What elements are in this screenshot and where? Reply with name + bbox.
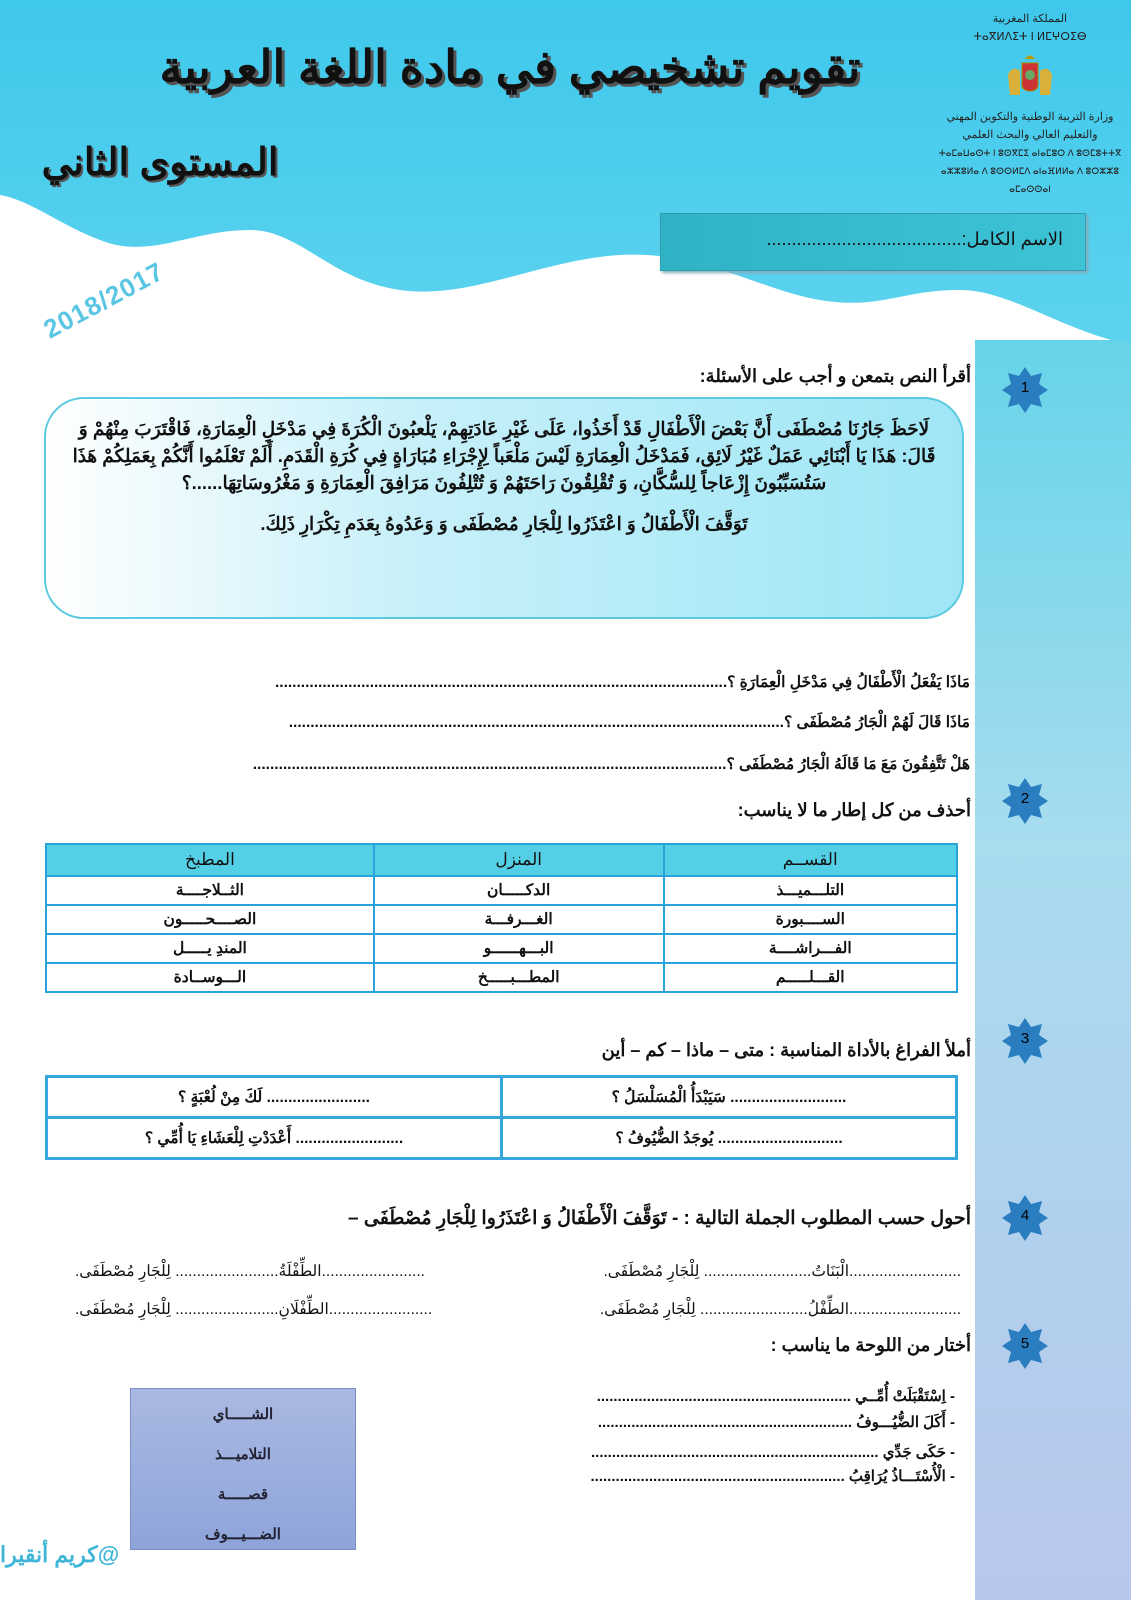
kingdom-tifinagh: ⵜⴰⴳⵍⴷⵉⵜ ⵏ ⵍⵎⵖⵔⵉⴱ (973, 31, 1087, 43)
choose-item[interactable]: - الْأُسْتَـــاذُ يُرَاقِبُ ............................................................. (590, 1468, 955, 1485)
passage-paragraph: تَوَقَّفَ الْأَطْفَالُ وَ اعْتَذَرُوا لِلْجَارِ مُصْطَفَى وَ وَعَدُوهُ بِعَدَمِ تِكْرَارِ ذَلِكَ. (260, 513, 748, 534)
table-row (46, 876, 957, 905)
table-cell[interactable]: الصــــحـــــون (46, 905, 374, 934)
transform-item[interactable]: ........................الطِّفْلَانِ........................ لِلْجَارِ مُصْطَفَى. (75, 1301, 433, 1318)
section-number-badge (1002, 367, 1048, 413)
coat-of-arms-icon (1000, 55, 1060, 105)
table-cell[interactable]: القـــلـــــم (664, 963, 958, 992)
table-cell[interactable]: المندِ يـــــل (46, 934, 374, 963)
section5-instruction: أختار من اللوحة ما يناسب : (770, 1335, 971, 1355)
question-1[interactable]: مَاذَا يَفْعَلُ الْأَطْفَالُ فِي مَدْخَلِ الْعِمَارَةِ ؟......................................................................................................... (274, 674, 970, 691)
passage-paragraph: لَاحَظَ جَارُنَا مُصْطَفَى أَنَّ بَعْضَ الْأَطْفَالِ قَدْ أَخَذُوا، عَلَى غَيْرِ عَادَتِهِمْ، يَلْعبُونَ الْكُرَةَ فِي مَدْخَلِ الْعِمَارَةِ، فَاقْتَرَبَ مِنْهُمْ وَ قَالَ: هَذَا يَا أَبْنَائِي عَمَلٌ غَيْرُ لَائِق، فَمَدْخَلُ الْعِمَارَةِ لَيْسَ مَلْعَباً لِإِجْرَاءِ مُبَارَاةٍ فِي كُرَةِ الْقَدَمِ. أَلَمْ تَعْلَمُوا أَنَّكُمْ بِعَمَلِكُمْ هَذَا سَتُسَبِّبُونَ إِزْعَاجاً لِلسُّكَّانِ، وَ تُقْلِقُونَ رَاحَتَهُمْ وَ تُتْلِفُونَ مَرَافِقَ الْعِمَارَةِ وَ مَغْرُوسَاتِهَا......؟ (72, 418, 936, 493)
ministry-ar-2: والتعليم العالي والبحث العلمي (962, 129, 1098, 141)
school-year: 2018/2017 (38, 255, 169, 345)
table-cell[interactable]: الثــلاجــــة (46, 876, 374, 905)
word-board (130, 1388, 356, 1550)
board-word: التلاميـــذ (215, 1446, 271, 1463)
section-number: 4 (1020, 1207, 1030, 1224)
section-number: 1 (1020, 379, 1030, 396)
board-word: قصـــــة (217, 1486, 269, 1503)
section-number: 3 (1020, 1030, 1030, 1047)
question-2[interactable]: مَاذَا قَالَ لَهُمْ الْجَارُ مُصْطَفَى ؟................................................................................................................... (288, 714, 970, 731)
board-word: الشـــــاي (212, 1406, 274, 1423)
table-row (46, 963, 957, 992)
ministry-tif-2: ⴰⵣⵣⵓⵍⴰ ⴷ ⵓⵙⵙⵍⵎⴷ ⴰⵏⴰⴼⵍⵍⴰ ⴷ ⵓⵔⵣⵣⵓ ⴰⵎⴰⵙⵙⴰⵏ (940, 166, 1120, 194)
column-header: القســم (664, 844, 958, 876)
table-row (46, 934, 957, 963)
table-cell[interactable]: الـــوســادة (46, 963, 374, 992)
section3-instruction: أملأ الفراغ بالأداة المناسبة : متى – ماذا – كم – أين (601, 1040, 971, 1060)
table-cell[interactable]: البـــهــــــو (374, 934, 664, 963)
choose-item[interactable]: - أَكَلَ الضُّيُـــوفُ ............................................................. (597, 1414, 955, 1431)
question-3[interactable]: هَلْ تَتَّفِقُونَ مَعَ مَا قَالَهُ الْجَارُ مُصْطَفَى ؟.............................................................................................................. (252, 756, 970, 773)
author-signature: @كريم أنقيرا (0, 1542, 120, 1567)
ministry-tif-1: ⵜⴰⵎⴰⵡⴰⵙⵜ ⵏ ⵓⵙⴳⵎⵉ ⴰⵏⴰⵎⵓⵔ ⴷ ⵓⵙⵎⵓⵜⵜⴳ (938, 148, 1122, 158)
transform-item[interactable]: ..........................الطِّفْلُ......................... لِلْجَارِ مُصْطَفَى. (599, 1301, 961, 1318)
column-header: المطبخ (46, 844, 374, 876)
table-cell[interactable]: التلـــميـــذ (664, 876, 958, 905)
board-word: الضـــيـــوف (205, 1526, 281, 1543)
kingdom-ar: المملكة المغربية (992, 13, 1068, 25)
section-number-badge (1002, 1195, 1048, 1241)
section-number-badge (1002, 1323, 1048, 1369)
table-cell[interactable]: الفـــراشــــة (664, 934, 958, 963)
section2-instruction: أحذف من كل إطار ما لا يناسب: (737, 800, 971, 820)
ministry-ar-1: وزارة التربية الوطنية والتكوين المهني (946, 111, 1114, 123)
side-strip (975, 340, 1131, 1600)
table-cell[interactable]: الســــبورة (664, 905, 958, 934)
page-title: تقويم تشخيصي في مادة اللغة العربية (159, 41, 861, 93)
transform-item[interactable]: ........................الطِّفْلَةُ........................ لِلْجَارِ مُصْطَفَى. (75, 1263, 425, 1280)
choose-item[interactable]: - حَكَى جَدِّي ..................................................................... (591, 1444, 955, 1461)
transform-item[interactable]: ..........................الْبَنَاتُ......................... لِلْجَارِ مُصْطَفَى. (603, 1263, 961, 1280)
table-cell[interactable]: المطـــبـــــخ (374, 963, 664, 992)
level-title: المستوى الثاني (41, 142, 279, 184)
choose-item[interactable]: - اِسْتَقْبَلَتْ أُمِّــي ............................................................. (596, 1388, 955, 1405)
reading-passage (44, 397, 964, 619)
column-header: المنزل (374, 844, 664, 876)
section1-instruction: أقرأ النص بتمعن و أجب على الأسئلة: (699, 366, 971, 386)
section-number-badge (1002, 778, 1048, 824)
fill-blank-cell[interactable]: ............................. يُوجَدُ الضُّيُوفُ ؟ (502, 1118, 957, 1159)
table-cell[interactable]: الغـــرفـــة (374, 905, 664, 934)
fill-blank-cell[interactable]: ........................ لَكَ مِنْ لُعْبَةٍ ؟ (47, 1077, 502, 1118)
odd-one-out-table (45, 843, 958, 993)
section-number: 5 (1020, 1335, 1030, 1352)
section-number-badge (1002, 1018, 1048, 1064)
fill-blank-cell[interactable]: ........................... سَيَبْدَأُ الْمُسَلْسَلُ ؟ (502, 1077, 957, 1118)
full-name-field[interactable]: الاسم الكامل:....................................... (660, 213, 1086, 271)
section4-instruction: أحول حسب المطلوب الجملة التالية : - تَوَقَّفَ الْأَطْفَالُ وَ اعْتَذَرُوا لِلْجَارِ مُصْطَفَى – (348, 1208, 971, 1229)
fill-blank-cell[interactable]: ......................... أَعْدَدْتِ لِلْعَشَاءِ يَا أُمِّي ؟ (47, 1118, 502, 1159)
fill-blank-table (45, 1075, 958, 1160)
table-row (46, 905, 957, 934)
section-number: 2 (1020, 790, 1030, 807)
table-cell[interactable]: الدكـــــان (374, 876, 664, 905)
